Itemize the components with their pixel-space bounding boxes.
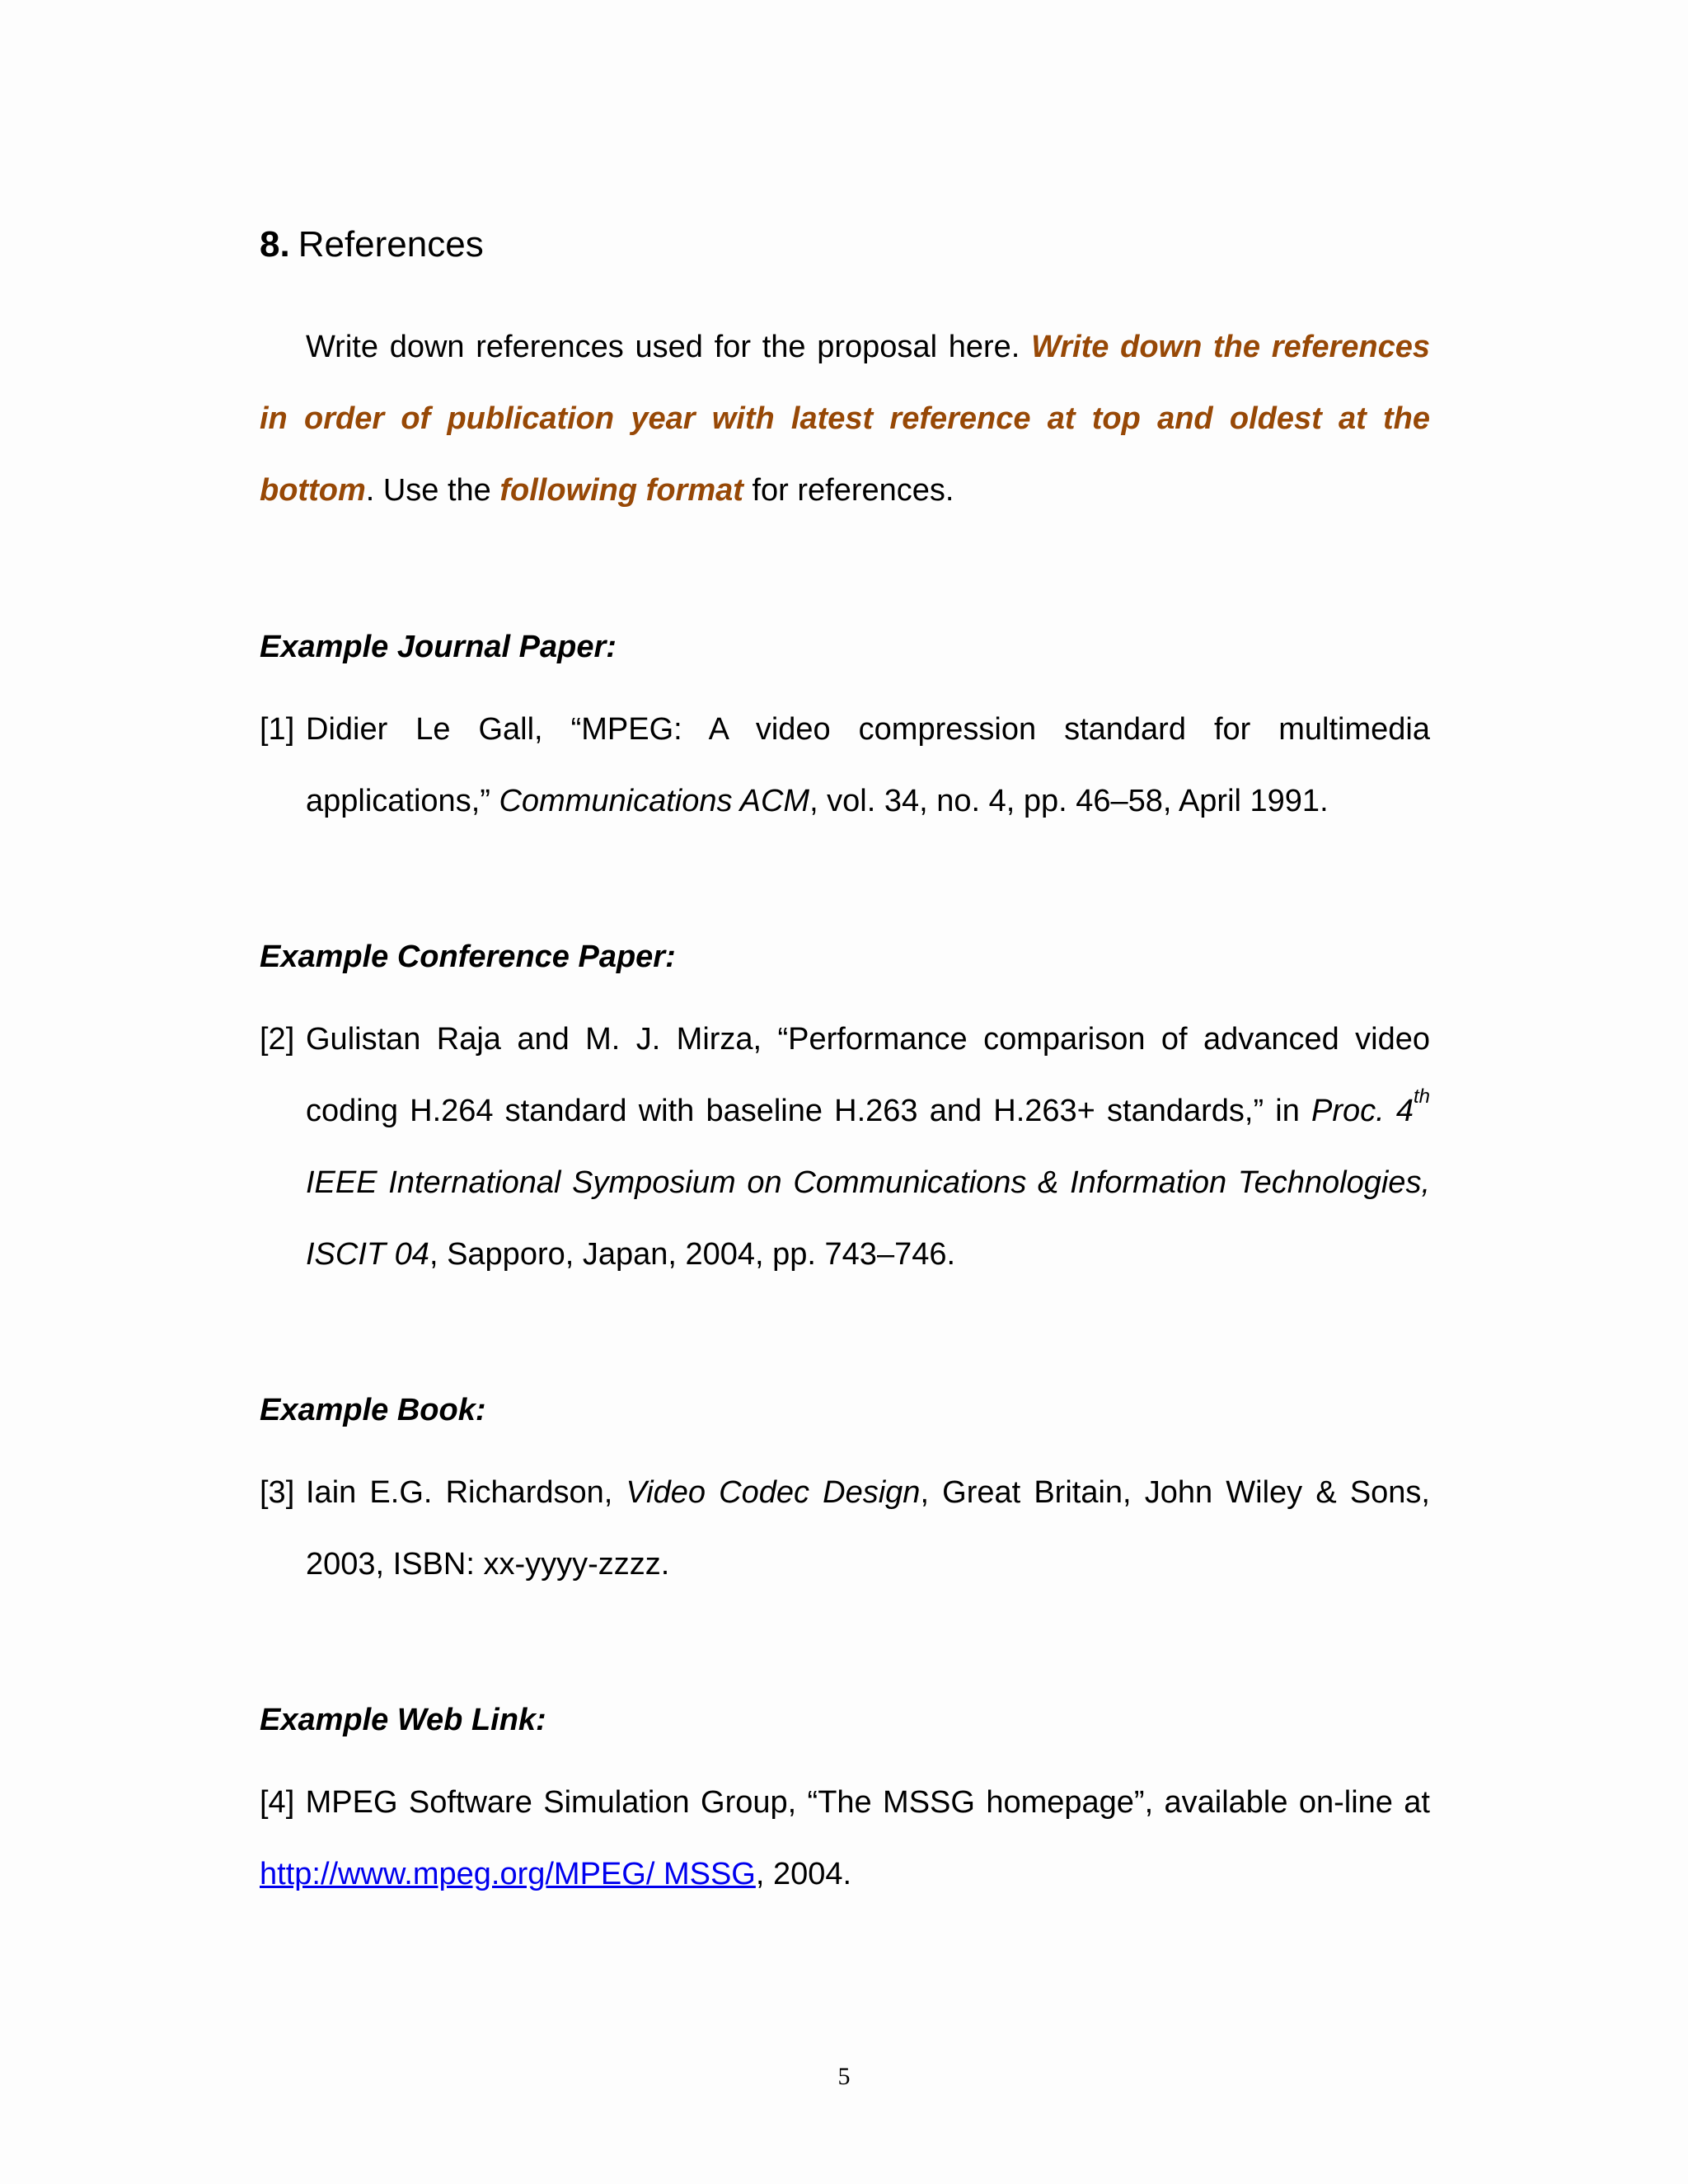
intro-text-1: Write down references used for the proposal here. [306,330,1032,364]
reference-2-superscript: th [1413,1085,1430,1108]
spacer [260,837,1430,933]
page-content [260,221,1430,1910]
reference-4-text: MPEG Software Simulation Group, “The MSSG homepage”, available on-line at [294,1785,1430,1820]
reference-2-number: [2] [260,1022,295,1057]
reference-1-text: Didier Le Gall, “MPEG: A video compression standard for multimedia applications,” [306,712,1430,818]
book-example-label: Example Book: [260,1393,486,1427]
reference-2-symposium: IEEE International Symposium on Communications & Information Technologies, ISCIT 04 [306,1165,1430,1272]
reference-1-journal: Communications ACM [499,784,810,818]
section-number: 8. [260,224,290,265]
reference-4-number: [4] [260,1785,295,1820]
reference-1-details: , vol. 34, no. 4, pp. 46–58, April 1991. [809,784,1329,818]
reference-2-proceedings: Proc. 4 [1311,1094,1414,1128]
reference-1 [260,694,1430,837]
reference-1-number: [1] [260,712,295,747]
intro-emphasis-2: following format [499,473,743,508]
intro-text-2: . Use the [365,473,500,508]
reference-2-details: , Sapporo, Japan, 2004, pp. 743–746. [429,1237,956,1272]
reference-3-text: Iain E.G. Richardson, [306,1475,626,1510]
page-number: 5 [837,2063,851,2090]
reference-3-number: [3] [260,1475,295,1510]
spacer [260,1601,1430,1696]
reference-3 [260,1457,1430,1601]
spacer [260,527,1430,623]
spacer [260,1291,1430,1386]
journal-example-label: Example Journal Paper: [260,630,617,664]
intro-paragraph [260,312,1430,527]
reference-3-details: , Great Britain, John Wiley & Sons, 2003, ISBN: xx-yyyy-zzzz. [306,1475,1430,1582]
web-example-label: Example Web Link: [260,1703,546,1737]
conference-example-label: Example Conference Paper: [260,940,676,974]
section-heading [260,221,1430,269]
intro-emphasis-1: Write down the references in order of publication year with latest reference at top and oldest at the bottom [260,330,1430,508]
mssg-homepage-link[interactable]: http://www.mpeg.org/MPEG/ MSSG [260,1857,756,1891]
intro-text-3: for references. [743,473,954,508]
reference-4 [260,1767,1430,1910]
reference-3-title: Video Codec Design [626,1475,921,1510]
reference-4-details: , 2004. [755,1857,852,1891]
reference-2 [260,1004,1430,1291]
section-title: References [298,224,484,265]
reference-2-text: Gulistan Raja and M. J. Mirza, “Performance comparison of advanced video coding H.264 standard with baseline H.263 and H.263+ standards,” in [306,1022,1430,1128]
